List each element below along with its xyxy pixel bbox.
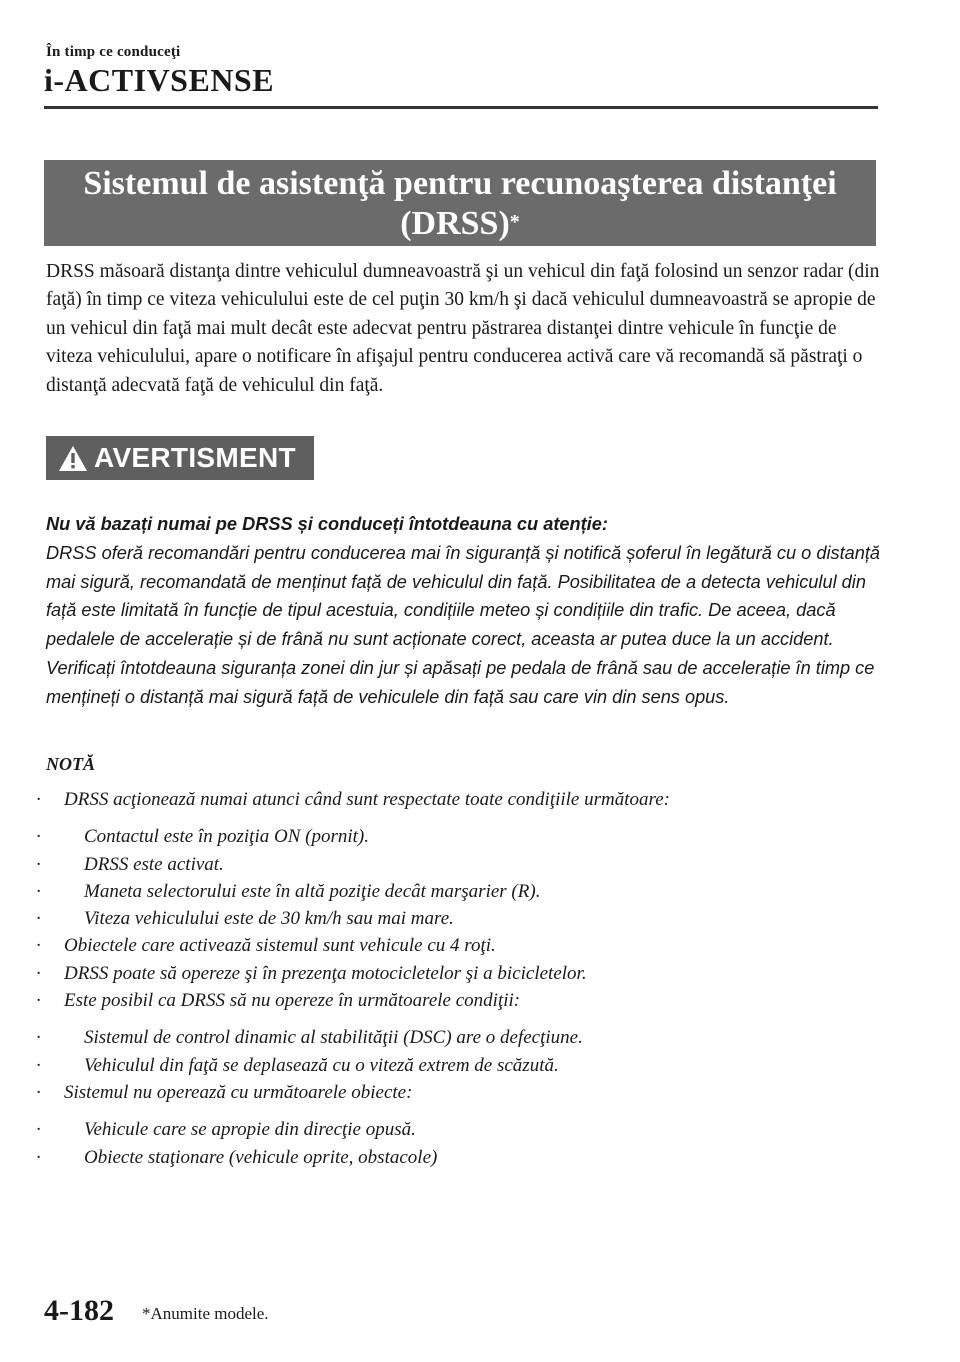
warning-body: DRSS oferă recomandări pentru conducerea mai în siguranță și notifică șoferul în legătură cu o distanță mai sigură, recomandată de menținut față de vehiculul din față. Posibilitatea de a detecta vehiculul din față este limitată în funcție de tipul acestuia, condițiile meteo și condițiile din trafic. De aceea, dacă pedalele de accelerație și de frână nu sunt acționate corect, aceasta ar putea duce la un accident. Verificați întotdeauna siguranța zonei din jur și apăsați pe pedala de frână sau de accelerație în timp ce mențineți o distanță mai sigură față de vehiculele din față sau care vin din sens opus. bbox=[46, 542, 881, 707]
note-subitem bbox=[36, 851, 906, 878]
note-item bbox=[36, 932, 906, 959]
note-subitem-text: Viteza vehiculului este de 30 km/h sau mai mare. bbox=[84, 908, 454, 930]
bullet: · bbox=[36, 826, 41, 848]
note-item-text: Este posibil ca DRSS să nu opereze în următoarele condiţii: bbox=[64, 990, 521, 1012]
warning-heading: Nu vă bazați numai pe DRSS și conduceți întotdeauna cu atenție: bbox=[46, 514, 608, 534]
section-title-line2 bbox=[44, 204, 876, 244]
note-subitem bbox=[36, 1144, 906, 1171]
note-list bbox=[36, 786, 906, 1171]
note-item bbox=[36, 987, 906, 1014]
note-item-text: DRSS acţionează numai atunci când sunt respectate toate condiţiile următoare: bbox=[64, 789, 670, 810]
intro-paragraph: DRSS măsoară distanţa dintre vehiculul dumneavoastră şi un vehicul din faţă folosind un senzor radar (din faţă) în timp ce viteza vehiculului este de cel puţin 30 km/h şi dacă vehiculul dumneavoastră se apropie de un vehicul din faţă mai mult decât este adecvat pentru păstrarea distanţei dintre vehicule în funcţie de viteza vehiculului, apare o notificare în afişajul pentru conducerea activă care vă recomandă să păstraţi o distanţă adecvată faţă de vehiculul din faţă. bbox=[46, 261, 880, 396]
note-subitem-text: DRSS este activat. bbox=[84, 853, 224, 875]
footnote: *Anumite modele. bbox=[142, 1304, 269, 1323]
bullet: · bbox=[36, 990, 41, 1012]
section-title-asterisk: * bbox=[509, 211, 520, 233]
warning-triangle-icon bbox=[58, 445, 88, 472]
warning-text bbox=[46, 510, 886, 712]
note-item-text: DRSS poate să opereze şi în prezenţa motocicletelor şi a bicicletelor. bbox=[64, 962, 587, 984]
note-subitem-text: Obiecte staţionare (vehicule oprite, obstacole) bbox=[84, 1146, 438, 1168]
note-subitem bbox=[36, 823, 906, 850]
note-item-text: Sistemul nu operează cu următoarele obiecte: bbox=[64, 1081, 413, 1103]
bullet: · bbox=[36, 880, 41, 902]
bullet: · bbox=[36, 1054, 41, 1076]
note-subitem-text: Sistemul de control dinamic al stabilităţii (DSC) are o defecţiune. bbox=[84, 1027, 583, 1049]
note-item bbox=[36, 960, 906, 987]
note-item-text: Obiectele care activează sistemul sunt vehicule cu 4 roţi. bbox=[64, 935, 496, 957]
breadcrumb: În timp ce conduceţi bbox=[46, 44, 181, 60]
note-subitem-text: Vehiculul din faţă se deplasează cu o viteză extrem de scăzută. bbox=[84, 1054, 559, 1076]
bullet: · bbox=[36, 1027, 41, 1049]
note-heading: NOTĂ bbox=[46, 754, 95, 774]
section-title-box bbox=[44, 160, 876, 246]
bullet: · bbox=[36, 962, 41, 984]
header-divider bbox=[44, 106, 878, 109]
note-item bbox=[36, 786, 906, 813]
section-title-line1: Sistemul de asistenţă pentru recunoaşterea distanţei bbox=[83, 165, 837, 202]
bullet: · bbox=[36, 853, 41, 875]
bullet: · bbox=[36, 1146, 41, 1168]
section-title-acronym: (DRSS) bbox=[400, 205, 510, 242]
note-item bbox=[36, 1079, 906, 1106]
note-subitem bbox=[36, 1052, 906, 1079]
bullet: · bbox=[36, 1119, 41, 1141]
note-subitem bbox=[36, 905, 906, 932]
warning-label: AVERTISMENT bbox=[94, 442, 296, 473]
note-subitem bbox=[36, 878, 906, 905]
bullet: · bbox=[36, 908, 41, 930]
note-subitem bbox=[36, 1116, 906, 1143]
bullet: · bbox=[36, 1081, 41, 1103]
note-subitem bbox=[36, 1024, 906, 1051]
bullet: · bbox=[36, 789, 41, 810]
note-subitem-text: Contactul este în poziţia ON (pornit). bbox=[84, 826, 369, 848]
bullet: · bbox=[36, 935, 41, 957]
note-subitem-text: Vehicule care se apropie din direcţie opusă. bbox=[84, 1119, 416, 1141]
page-number: 4-182 bbox=[44, 1294, 114, 1327]
warning-banner bbox=[46, 436, 314, 480]
chapter-title: i-ACTIVSENSE bbox=[44, 62, 275, 98]
note-subitem-text: Maneta selectorului este în altă poziţie decât marşarier (R). bbox=[84, 880, 541, 902]
